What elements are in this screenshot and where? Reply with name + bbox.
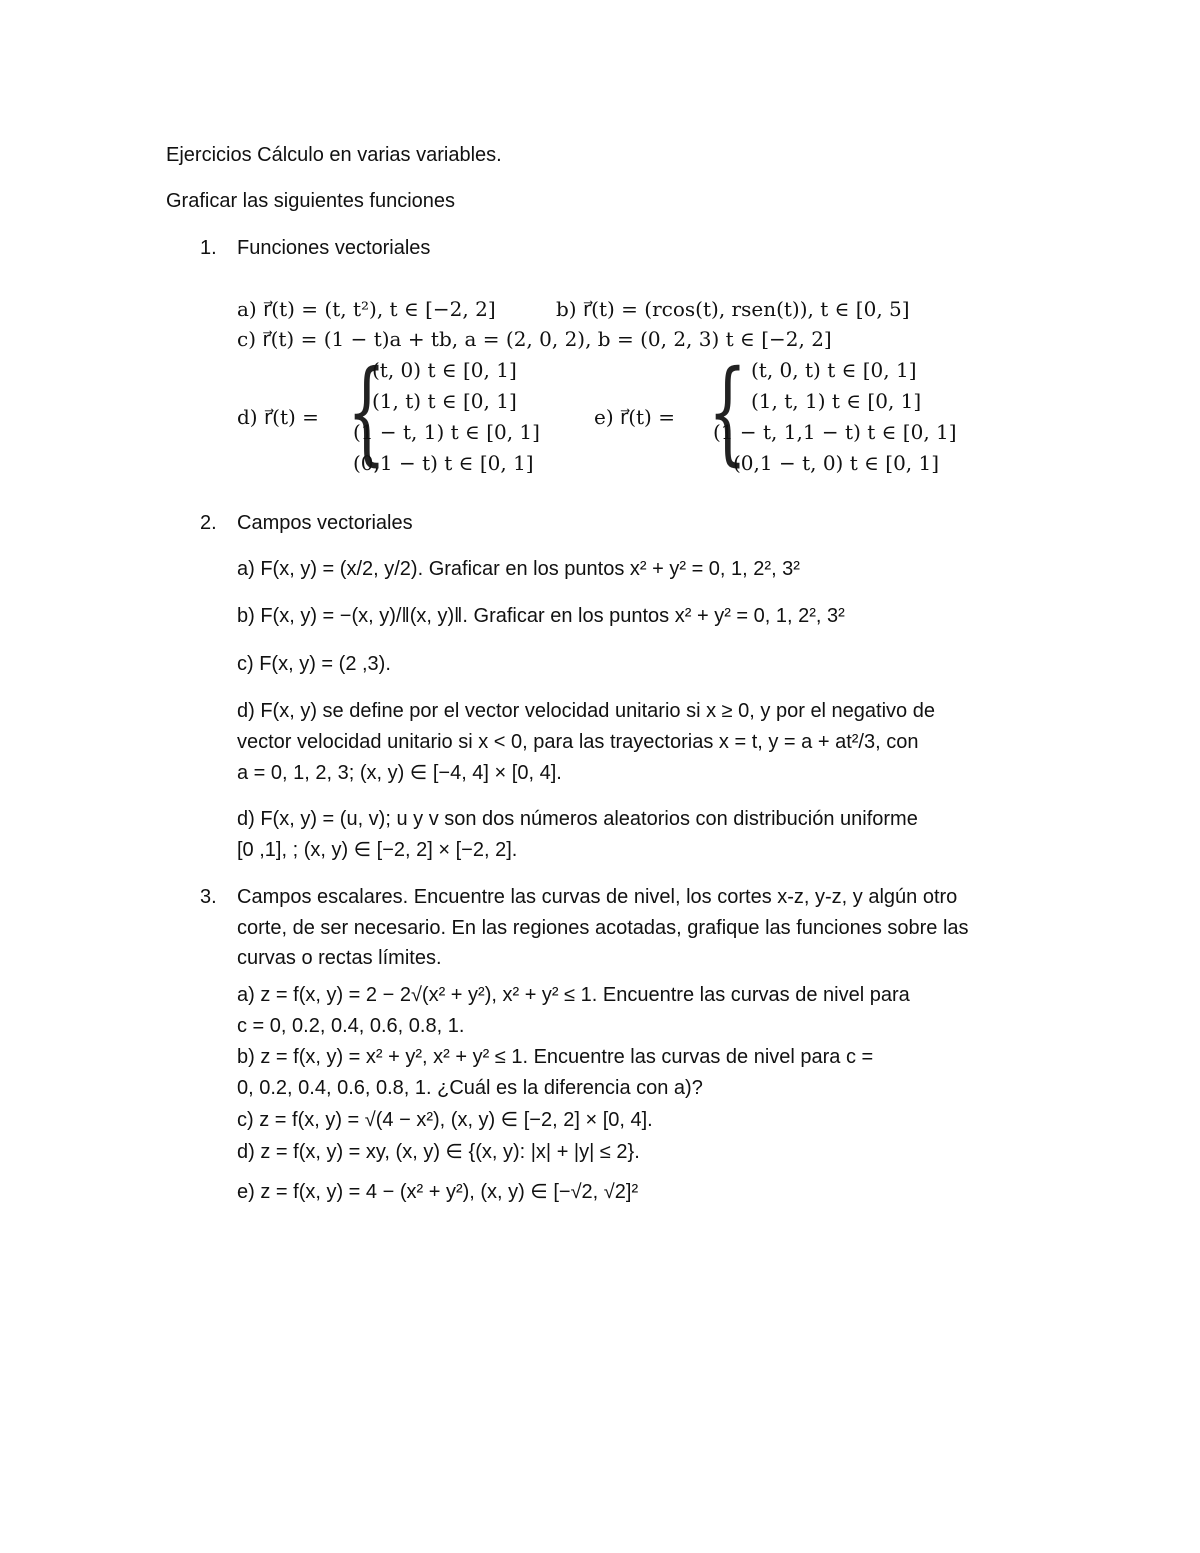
section-2-heading: Campos vectoriales: [237, 512, 413, 534]
exercise-1e-case-2: (1, t, 1) t ∈ [0, 1]: [751, 389, 922, 413]
left-brace-icon: {: [347, 347, 387, 477]
exercise-1e-case-3: (1 − t, 1,1 − t) t ∈ [0, 1]: [713, 420, 957, 444]
exercise-1d-case-4: (0,1 − t) t ∈ [0, 1]: [353, 451, 534, 475]
exercise-2d-line-3: a = 0, 1, 2, 3; (x, y) ∈ [−4, 4] × [0, 4].: [237, 762, 562, 784]
exercise-2d-bis-line-2: [0 ,1], ; (x, y) ∈ [−2, 2] × [−2, 2].: [237, 839, 518, 861]
exercise-1d-case-3: (1 − t, 1) t ∈ [0, 1]: [353, 420, 540, 444]
exercise-3b-line-2: 0, 0.2, 0.4, 0.6, 0.8, 1. ¿Cuál es la diferencia con a)?: [237, 1077, 703, 1099]
exercise-3e: e) z = f(x, y) = 4 − (x² + y²), (x, y) ∈ [−√2, √2]²: [237, 1181, 639, 1203]
document-subtitle: Graficar las siguientes funciones: [166, 190, 456, 212]
section-2-number: 2.: [200, 512, 217, 534]
section-3-number: 3.: [200, 886, 217, 908]
exercise-3a-line-2: c = 0, 0.2, 0.4, 0.6, 0.8, 1.: [237, 1015, 465, 1037]
section-1-number: 1.: [200, 237, 217, 259]
exercise-1e-label: e) r⃗(t) =: [594, 405, 675, 429]
exercise-1d-case-2: (1, t) t ∈ [0, 1]: [372, 389, 517, 413]
exercise-3b-line-1: b) z = f(x, y) = x² + y², x² + y² ≤ 1. Encuentre las curvas de nivel para c =: [237, 1046, 874, 1068]
document-title: Ejercicios Cálculo en varias variables.: [166, 144, 502, 166]
exercise-1d-label: d) r⃗(t) =: [237, 405, 319, 429]
exercise-2d-line-1: d) F(x, y) se define por el vector velocidad unitario si x ≥ 0, y por el negativo de: [237, 700, 935, 722]
exercise-1d-case-1: (t, 0) t ∈ [0, 1]: [372, 358, 517, 382]
section-3-line-1: Campos escalares. Encuentre las curvas de nivel, los cortes x-z, y-z, y algún otro: [237, 886, 958, 908]
section-1-heading: Funciones vectoriales: [237, 237, 431, 259]
exercise-3c: c) z = f(x, y) = √(4 − x²), (x, y) ∈ [−2, 2] × [0, 4].: [237, 1109, 653, 1131]
exercise-2c: c) F(x, y) = (2 ,3).: [237, 653, 391, 675]
exercise-1e-case-4: (0,1 − t, 0) t ∈ [0, 1]: [733, 451, 940, 475]
exercise-2d-bis-line-1: d) F(x, y) = (u, v); u y v son dos números aleatorios con distribución uniforme: [237, 808, 918, 830]
exercise-1b: b) r⃗(t) = (rcos(t), rsen(t)), t ∈ [0, 5]: [556, 297, 910, 321]
exercise-1a: a) r⃗(t) = (t, t²), t ∈ [−2, 2]: [237, 297, 496, 321]
exercise-1c: c) r⃗(t) = (1 − t)a + tb, a = (2, 0, 2), b = (0, 2, 3) t ∈ [−2, 2]: [237, 327, 832, 351]
section-3-line-2: corte, de ser necesario. En las regiones acotadas, grafique las funciones sobre las: [237, 917, 969, 939]
section-3-line-3: curvas o rectas límites.: [237, 947, 442, 969]
exercise-3a-line-1: a) z = f(x, y) = 2 − 2√(x² + y²), x² + y² ≤ 1. Encuentre las curvas de nivel para: [237, 984, 910, 1006]
exercise-3d: d) z = f(x, y) = xy, (x, y) ∈ {(x, y): |x| + |y| ≤ 2}.: [237, 1141, 640, 1163]
exercise-1e-case-1: (t, 0, t) t ∈ [0, 1]: [751, 358, 917, 382]
exercise-2a: a) F(x, y) = (x/2, y/2). Graficar en los puntos x² + y² = 0, 1, 2², 3²: [237, 558, 800, 580]
left-brace-icon: {: [708, 347, 748, 477]
exercise-2d-line-2: vector velocidad unitario si x < 0, para las trayectorias x = t, y = a + at²/3, con: [237, 731, 919, 753]
exercise-2b: b) F(x, y) = −(x, y)/‖(x, y)‖. Graficar en los puntos x² + y² = 0, 1, 2², 3²: [237, 605, 845, 627]
